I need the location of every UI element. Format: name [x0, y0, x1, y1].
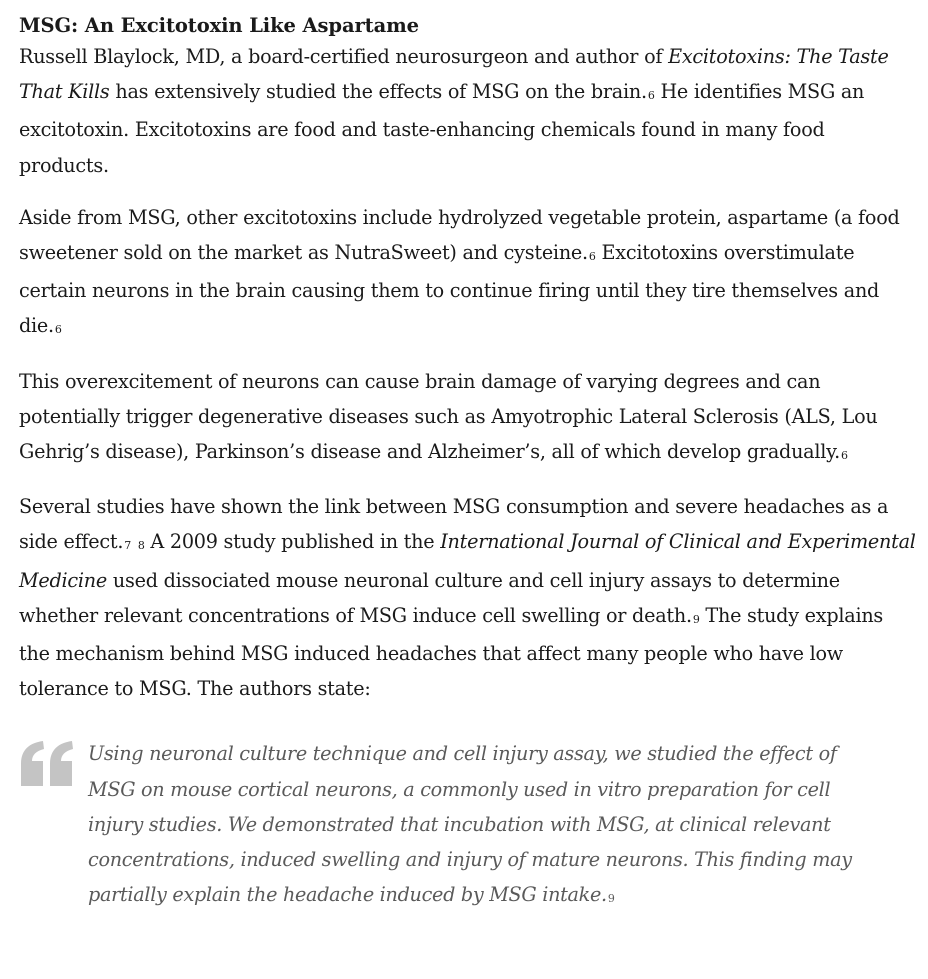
- p4-text-2: A 2009 study published in the: [144, 530, 441, 554]
- section-heading: MSG: An Excitotoxin Like Aspartame: [19, 14, 419, 37]
- citation-link[interactable]: 6: [588, 250, 596, 264]
- p1-text-3: He identifies MSG an excitotoxin. Excitotoxins are food and taste-enhancing chemicals found in many food products.: [19, 80, 865, 177]
- p3-text-1: This overexcitement of neurons can cause brain damage of varying degrees and can potentially trigger degenerative diseases such as Amyotrophic Lateral Sclerosis (ALS, Lou Gehrig’s disease), Parkinson’s disease and Alzheimer’s, all of which develop gradually.: [19, 369, 878, 464]
- book-title: Excitotoxins: The Taste That Kills: [19, 45, 889, 104]
- p2-text-2: Excitotoxins overstimulate certain neurons in the brain causing them to continue firing until they tire themselves and die.: [19, 241, 880, 338]
- p1-text-2: has extensively studied the effects of MSG on the brain.: [109, 80, 647, 104]
- paragraph-4: [19, 489, 919, 706]
- blockquote: [19, 736, 868, 915]
- citation-link[interactable]: 6: [647, 89, 655, 103]
- p2-text-1: Aside from MSG, other excitotoxins include hydrolyzed vegetable protein, aspartame (a food sweetener sold on the market as NutraSweet) and cysteine.: [19, 205, 900, 265]
- p1-text-1: Russell Blaylock, MD, a board-certified neurosurgeon and author of: [19, 45, 669, 68]
- quote-mark-icon: [19, 740, 75, 788]
- p4-text-4: The study explains the mechanism behind MSG induced headaches that affect many people who have low tolerance to MSG. The authors state:: [19, 603, 884, 701]
- paragraph-3: [19, 364, 919, 473]
- citation-link[interactable]: 7: [124, 539, 131, 553]
- paragraph-1: [19, 39, 919, 183]
- citation-link[interactable]: 6: [54, 323, 62, 337]
- quote-text: [88, 736, 868, 915]
- quote-body: Using neuronal culture technique and cell injury assay, we studied the effect of MSG on mouse cortical neurons, a commonly used in vitro preparation for cell injury studies. We demonstrated that incubation with MSG, at clinical relevant concentrations, induced swelling and injury of mature neurons. This finding may partially explain the headache induced by MSG intake.: [88, 742, 852, 907]
- citation-link[interactable]: 9: [692, 612, 700, 626]
- citation-link[interactable]: 9: [607, 892, 615, 906]
- citation-link[interactable]: 8: [137, 539, 145, 553]
- paragraph-2: [19, 200, 919, 347]
- p4-text-3: used dissociated mouse neuronal culture and cell injury assays to determine whether relevant concentrations of MSG induce cell swelling or death.: [19, 568, 840, 627]
- p4-text-1: Several studies have shown the link between MSG consumption and severe headaches as a side effect.: [19, 495, 889, 554]
- journal-title: International Journal of Clinical and Experimental Medicine: [19, 530, 916, 592]
- citation-link[interactable]: 6: [841, 449, 848, 463]
